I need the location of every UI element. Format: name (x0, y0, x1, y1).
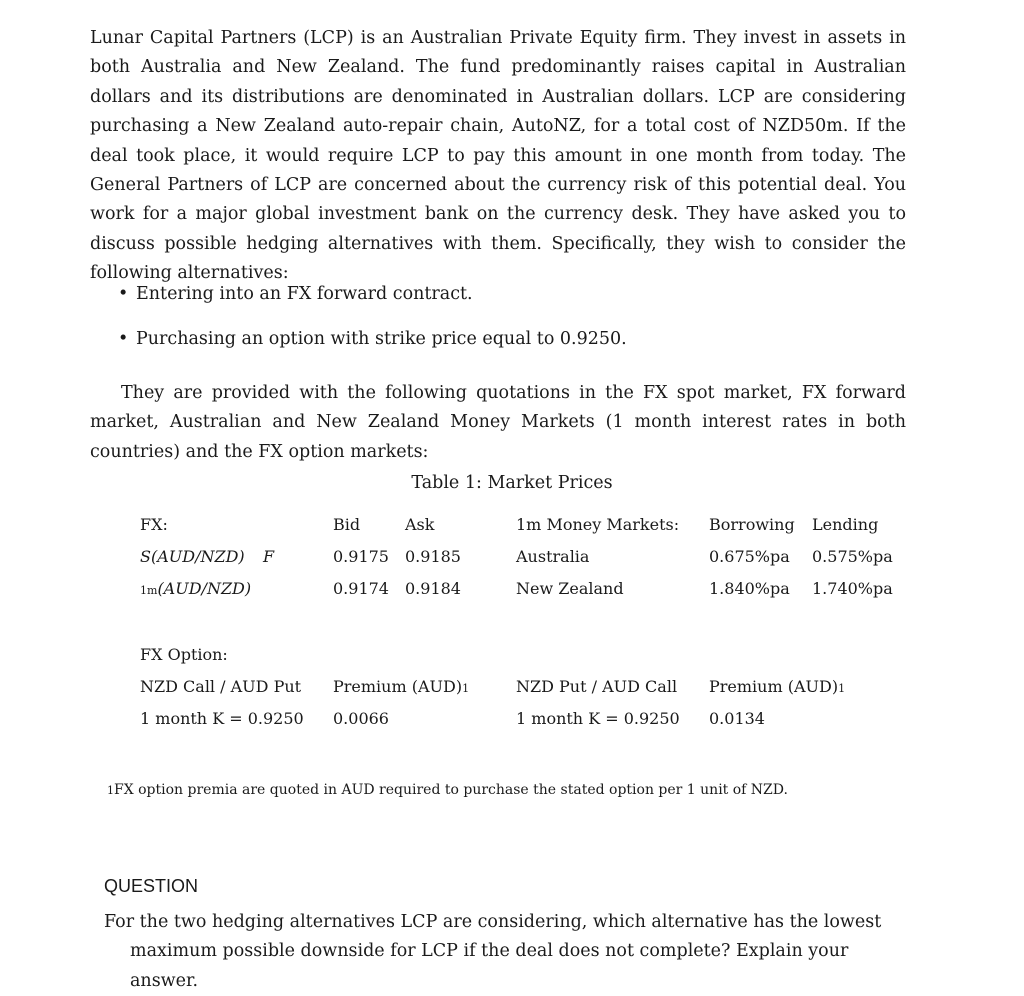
forward-label-prefix: F (263, 547, 275, 566)
new-zealand-lending: 1.740%pa (812, 579, 893, 598)
australia-borrowing: 0.675%pa (709, 547, 790, 566)
premium-label: Premium (AUD) (709, 677, 839, 696)
put-premium: 0.0134 (709, 709, 765, 728)
footnote (107, 782, 788, 798)
bullet-icon: • (118, 329, 129, 349)
forward-ask: 0.9184 (405, 579, 461, 598)
call-premium-header (333, 677, 469, 696)
fx-label: FX: (140, 515, 168, 534)
ask-header: Ask (405, 515, 435, 534)
spot-ask: 0.9185 (405, 547, 461, 566)
intro-paragraph: Lunar Capital Partners (LCP) is an Australian Private Equity firm. They invest in assets in both Australia and New Zealand. The fund predominantly raises capital in Australian dollars and its distributions are denominated in Australian dollars. LCP are considering purchasing a New Zealand auto-repair chain, AutoNZ, for a total cost of NZD50m. If the deal took place, it would require LCP to pay this amount in one month from today. The General Partners of LCP are concerned about the currency risk of this potential deal. You work for a major global investment bank on the currency desk. They have asked you to discuss possible hedging alternatives with them. Specifically, they wish to consider the following alternatives: (90, 28, 906, 284)
question-line-2: maximum possible downside for LCP if the deal does not complete? Explain your answer. (130, 941, 849, 991)
footnote-mark: 1 (107, 784, 114, 797)
premium-footnote-mark: 1 (462, 682, 470, 695)
borrowing-header: Borrowing (709, 515, 795, 534)
question-heading: QUESTION (104, 876, 199, 896)
question-line-1: For the two hedging alternatives LCP are considering, which alternative has the lowest (104, 912, 882, 932)
bid-header: Bid (333, 515, 361, 534)
premium-label: Premium (AUD) (333, 677, 463, 696)
forward-bid: 0.9174 (333, 579, 389, 598)
lending-header: Lending (812, 515, 879, 534)
put-label: NZD Put / AUD Call (516, 677, 678, 696)
bullet-item-option (118, 329, 627, 349)
bullet-item-forward (118, 284, 473, 304)
footnote-text: FX option premia are quoted in AUD required to purchase the stated option per 1 unit of NZD. (114, 782, 788, 798)
forward-label-sub: 1m (140, 584, 158, 597)
bullet-text: Entering into an FX forward contract. (136, 284, 473, 304)
put-strike: 1 month K = 0.9250 (516, 709, 680, 728)
table-caption: Table 1: Market Prices (411, 473, 613, 493)
second-paragraph: They are provided with the following quotations in the FX spot market, FX forward market, Australian and New Zealand Money Markets (1 month interest rates in both countries) and the FX option markets: (90, 383, 906, 462)
new-zealand-label: New Zealand (516, 579, 624, 598)
bullet-text: Purchasing an option with strike price equal to 0.9250. (136, 329, 627, 349)
forward-label-main: (AUD/NZD) (157, 579, 252, 598)
forward-label (140, 579, 251, 598)
fx-option-title: FX Option: (140, 645, 228, 664)
premium-footnote-mark: 1 (838, 682, 846, 695)
spot-label: S(AUD/NZD) (140, 547, 245, 566)
call-label: NZD Call / AUD Put (140, 677, 302, 696)
call-strike: 1 month K = 0.9250 (140, 709, 304, 728)
australia-lending: 0.575%pa (812, 547, 893, 566)
money-markets-label: 1m Money Markets: (516, 515, 680, 534)
bullet-icon: • (118, 284, 129, 304)
put-premium-header (709, 677, 845, 696)
new-zealand-borrowing: 1.840%pa (709, 579, 790, 598)
australia-label: Australia (516, 547, 590, 566)
spot-bid: 0.9175 (333, 547, 389, 566)
call-premium: 0.0066 (333, 709, 389, 728)
